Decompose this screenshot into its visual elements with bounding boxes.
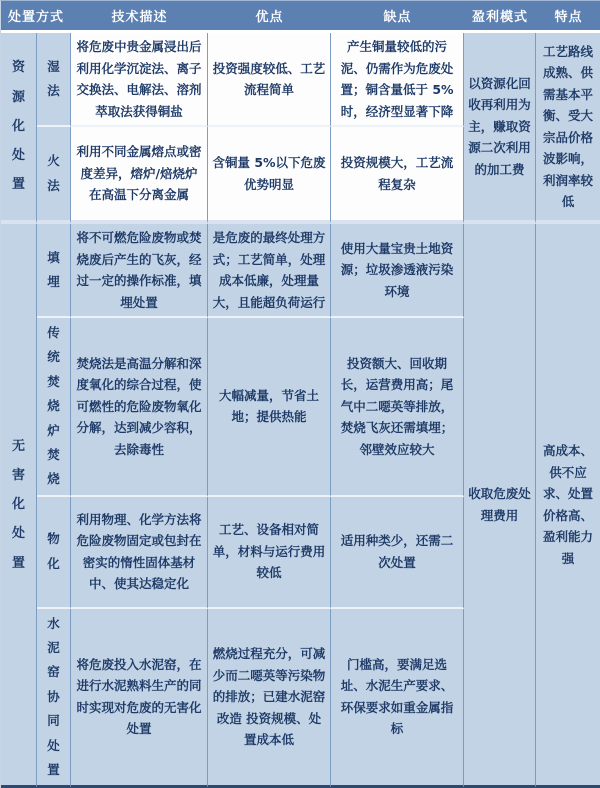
method-cell-cement-kiln [37,609,71,788]
method-cell-physicochemical [37,497,71,609]
category-cell-resource [1,33,37,224]
advantage-cell: 大幅减量，节省土地；提供热能 [208,318,331,497]
category-label: 无害化处置 [11,438,25,571]
advantage-cell: 是危废的最终处理方式；工艺简单，处理成本低廉，处理量大，且能超负荷运行 [208,224,331,318]
desc-cell: 将危废中贵金属浸出后利用化学沉淀法、离子交换法、电解法、溶剂萃取法获得铜盐 [71,33,208,127]
method-label: 水泥窑协同处置 [47,615,60,777]
header-advantages: 优点 [208,1,331,33]
method-label: 物化 [47,531,60,571]
header-profit-model: 盈利模式 [464,1,536,33]
trait-cell: 高成本、供不应求、处置价格高、盈利能力强 [536,224,600,788]
method-label: 填埋 [47,249,60,289]
header-disadvantages: 缺点 [331,1,464,33]
advantage-cell: 投资强度较低、工艺流程简单 [208,33,331,127]
method-cell-fire [37,127,71,224]
header-disposal-method: 处置方式 [1,1,71,33]
category-label: 资源化处置 [11,60,25,193]
disadvantage-cell: 适用种类少，还需二次处置 [331,497,464,609]
advantage-cell: 含铜量 5%以下危废优势明显 [208,127,331,224]
desc-cell: 利用物理、化学方法将危险废物固定或包封在密实的惰性固体基材中、使其达稳定化 [71,497,208,609]
trait-cell: 工艺路线成熟、供需基本平衡、受大宗品价格波影响，利润率较低 [536,33,600,224]
header-traits: 特点 [536,1,600,33]
method-cell-incineration [37,318,71,497]
header-tech-description: 技术描述 [71,1,208,33]
desc-cell: 利用不同金属熔点或密度差异，熔炉/焙烧炉在高温下分离金属 [71,127,208,224]
advantage-cell: 工艺、设备相对简单，材料与运行费用较低 [208,497,331,609]
profit-cell: 以资源化回收再利用为主，赚取资源二次利用的加工费 [464,33,536,224]
profit-cell: 收取危废处理费用 [464,224,536,788]
table-row [1,224,600,318]
method-label: 湿法 [47,58,60,98]
category-cell-harmless [1,224,37,788]
desc-cell: 将不可燃危险废物或焚烧废后产生的飞灰，经过一定的操作标准，填埋处置 [71,224,208,318]
disadvantage-cell: 产生铜量较低的污泥、仍需作为危废处置；铜含量低于 5% 时，经济型显著下降 [331,33,464,127]
disadvantage-cell: 使用大量宝贵土地资源；垃圾渗透液污染环境 [331,224,464,318]
disadvantage-cell: 投资额大、回收期长，运营费用高；尾气中二噁英等排放，焚烧飞灰还需填埋；邻壁效应较大 [331,318,464,497]
desc-cell: 将危废投入水泥窑，在进行水泥熟料生产的同时实现对危废的无害化处置 [71,609,208,788]
table-row [1,33,600,127]
method-label: 传统焚烧炉焚烧 [47,325,60,487]
disadvantage-cell: 门槛高，要满足选址、水泥生产要求、环保要求如重金属指标 [331,609,464,788]
method-cell-landfill [37,224,71,318]
desc-cell: 焚烧法是高温分解和深度氧化的综合过程，使可燃性的危险废物氧化分解，达到减少容积，去除毒性 [71,318,208,497]
disadvantage-cell: 投资规模大，工艺流程复杂 [331,127,464,224]
method-cell-wet [37,33,71,127]
method-label: 火法 [47,153,60,193]
advantage-cell: 燃烧过程充分，可减少而二噁英等污染物的排放；已建水泥窑改造 投资规模、处置成本低 [208,609,331,788]
header-row [1,1,600,33]
